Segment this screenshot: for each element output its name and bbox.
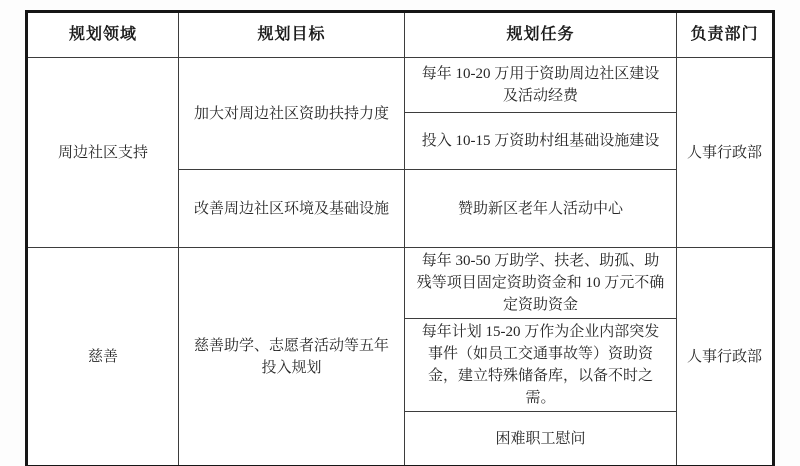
goal-cell-improve-environment: 改善周边社区环境及基础设施 [179,170,405,248]
goal-cell-charity-five-year-plan: 慈善助学、志愿者活动等五年投入规划 [179,248,405,466]
header-row [27,12,774,58]
task-cell-sponsor-senior-center: 赞助新区老年人活动中心 [405,170,677,248]
table-row [27,58,774,113]
table-row [27,248,774,319]
dept-cell-hr-admin-2: 人事行政部 [677,248,774,466]
header-cell-planning-goal: 规划目标 [179,12,405,58]
task-cell-annual-10-20: 每年 10-20 万用于资助周边社区建设及活动经费 [405,58,677,113]
dept-cell-hr-admin-1: 人事行政部 [677,58,774,248]
task-cell-emergency-reserve: 每年计划 15-20 万作为企业内部突发事件（如员工交通事故等）资助资金，建立特殊储备库，以备不时之需。 [405,319,677,412]
area-cell-community-support: 周边社区支持 [27,58,179,248]
goal-cell-increase-support: 加大对周边社区资助扶持力度 [179,58,405,170]
planning-table [25,10,775,466]
header-cell-planning-task: 规划任务 [405,12,677,58]
task-cell-invest-10-15: 投入 10-15 万资助村组基础设施建设 [405,113,677,170]
header-cell-department: 负责部门 [677,12,774,58]
task-cell-employee-condolence: 困难职工慰问 [405,412,677,466]
area-cell-charity: 慈善 [27,248,179,466]
header-cell-planning-area: 规划领域 [27,12,179,58]
task-cell-annual-30-50: 每年 30-50 万助学、扶老、助孤、助残等项目固定资助资金和 10 万元不确定资助资金 [405,248,677,319]
